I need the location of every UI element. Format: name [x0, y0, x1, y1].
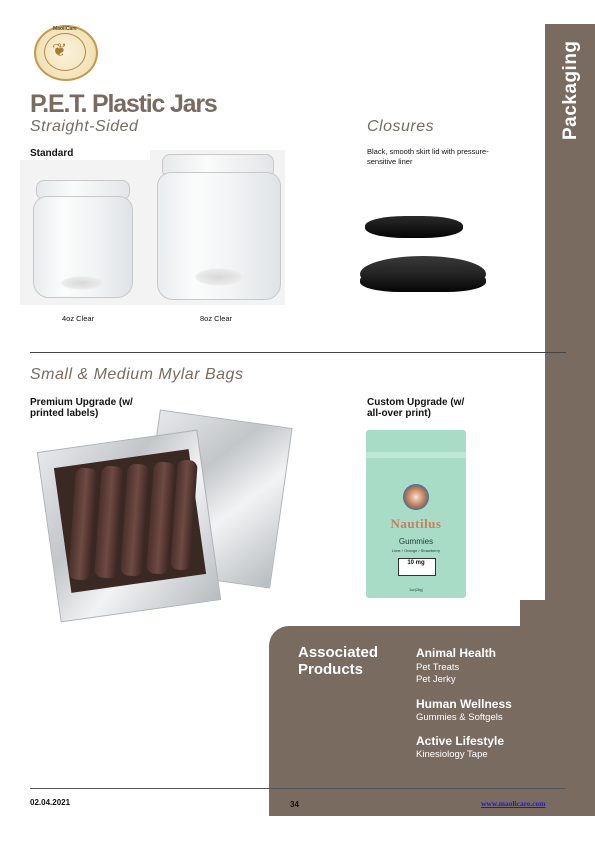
jar-8oz-base [194, 268, 244, 286]
gummy-weight: 1oz(28g) [409, 588, 423, 592]
logo-text: MaoliCare [53, 26, 77, 32]
gummy-brand: Nautilus [390, 516, 442, 531]
category-animal-health: Animal Health [416, 646, 497, 660]
mylar-heading: Small & Medium Mylar Bags [30, 366, 244, 383]
item-kinesiology-tape: Kinesiology Tape [416, 749, 488, 760]
closures-description: Black, smooth skirt lid with pressure-sensitive liner [367, 147, 489, 166]
jars-subheading: Standard [30, 148, 74, 159]
jar-4oz-base [60, 276, 104, 290]
item-pet-treats: Pet Treats [416, 662, 460, 673]
gummy-flavors: Lime / Orange / Strawberry [391, 548, 441, 553]
page-number: 34 [290, 800, 299, 809]
custom-upgrade-label: Custom Upgrade (w/ all-over print) [367, 397, 465, 419]
footer-rule [30, 788, 566, 789]
closures-heading: Closures [367, 118, 435, 135]
item-pet-jerky: Pet Jerky [416, 674, 456, 685]
jar-8oz-caption: 8oz Clear [200, 314, 233, 323]
item-gummies-softgels: Gummies & Softgels [416, 712, 503, 723]
page-title: P.E.T. Plastic Jars [30, 90, 217, 118]
leaf-icon: ❦ [52, 40, 68, 60]
category-active-lifestyle: Active Lifestyle [416, 734, 505, 748]
nautilus-logo-icon [403, 484, 429, 510]
category-human-wellness: Human Wellness [416, 697, 512, 711]
lid-top-view [365, 216, 463, 238]
website-link[interactable]: www.maolicare.com [481, 799, 546, 808]
footer-date: 02.04.2021 [30, 798, 71, 807]
premium-upgrade-label: Premium Upgrade (w/ printed labels) [30, 397, 133, 419]
gummy-product: Gummies [398, 537, 434, 546]
section-divider [30, 352, 566, 353]
jars-heading: Straight-Sided [30, 118, 139, 135]
lid-angled-skirt [360, 270, 486, 292]
associated-title: Associated Products [298, 644, 379, 678]
jar-4oz-caption: 4oz Clear [62, 314, 95, 323]
gummy-dose: 10 mg [407, 560, 425, 566]
section-tab: Packaging [560, 40, 581, 140]
gummy-bag-zipper [366, 452, 466, 458]
